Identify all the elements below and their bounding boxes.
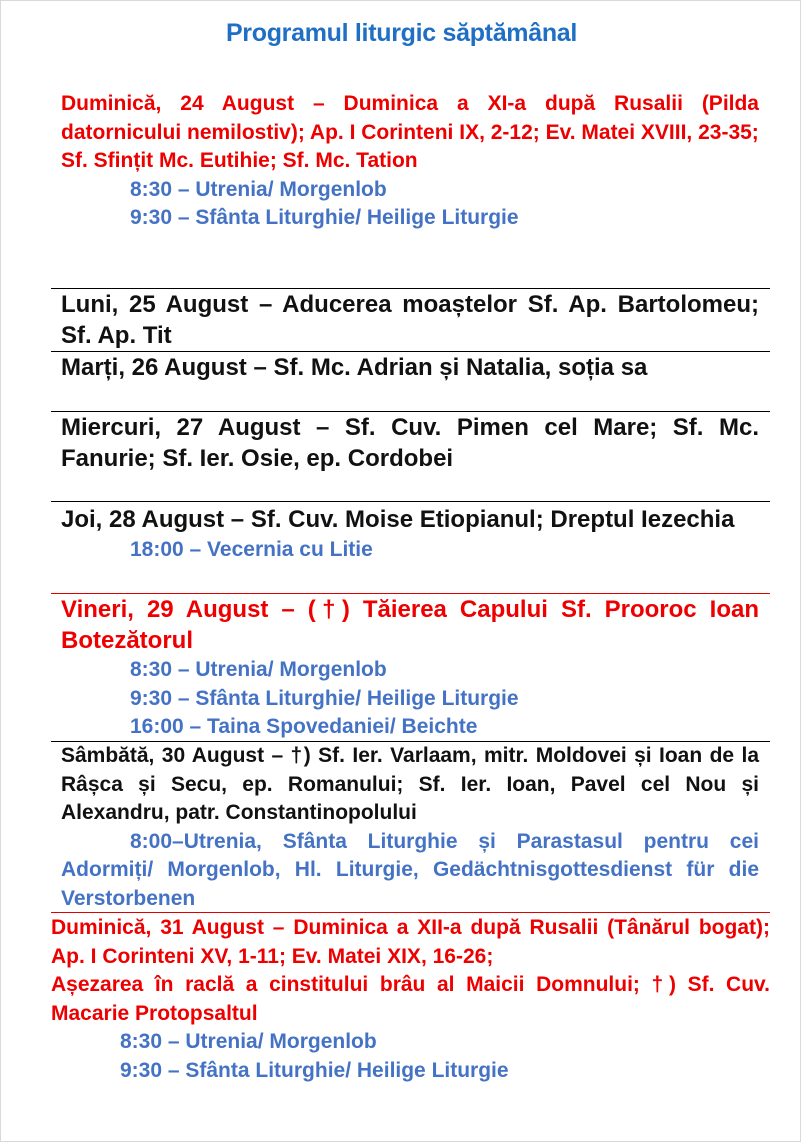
day-heading: Duminică, 24 August – Duminica a XI-a după Rusalii (Pilda datornicului nemilostiv); Ap. I Corinteni IX, 2-12; Ev. Matei XVIII, 23-35; <box>61 92 759 144</box>
day-heading: Joi, 28 August – Sf. Cuv. Moise Etiopianul; Dreptul Iezechia <box>61 506 735 533</box>
day-friday-29 <box>61 594 759 742</box>
day-thursday-28 <box>61 504 759 565</box>
day-monday-25 <box>61 289 759 351</box>
divider <box>51 912 770 913</box>
day-heading: Luni, 25 August – Aducerea moaștelor Sf. Ap. Bartolomeu; Sf. Ap. Tit <box>61 291 759 349</box>
day-sunday-31 <box>51 914 770 1085</box>
service-item: 9:30 – Sfânta Liturghie/ Heilige Liturgie <box>120 1058 509 1082</box>
service-item: 8:30 – Utrenia/ Morgenlob <box>130 177 387 201</box>
service-item: 8:30 – Utrenia/ Morgenlob <box>120 1030 377 1053</box>
service-item: 8:00–Utrenia, Sfânta Liturghie și Parastasul pentru cei Adormiți/ Morgenlob, Hl. Liturgie, Gedächtnisgottesdienst für die Verstorbenen <box>61 829 759 910</box>
day-heading: Duminică, 31 August – Duminica a XII-a după Rusalii (Tânărul bogat); Ap. I Corinteni XV, 1-11; Ev. Matei XIX, 16-26; <box>51 916 770 968</box>
service-item: 16:00 – Taina Spovedaniei/ Beichte <box>130 715 478 738</box>
day-saturday-30 <box>61 742 759 913</box>
day-saints: Așezarea în raclă a cinstitului brâu al Maicii Domnului; †) Sf. Cuv. Macarie Protopsaltul <box>51 973 770 1025</box>
day-tuesday-26 <box>61 352 759 383</box>
day-heading: Miercuri, 27 August – Sf. Cuv. Pimen cel Mare; Sf. Mc. Fanurie; Sf. Ier. Osie, ep. Cordobei <box>61 414 759 472</box>
day-heading: Sâmbătă, 30 August – †) Sf. Ier. Varlaam, mitr. Moldovei și Ioan de la Râșca și Secu, ep. Romanului; Sf. Ier. Ioan, Pavel cel Nou și Alexandru, patr. Constantinopolului <box>61 744 759 824</box>
day-sunday-24 <box>61 90 759 233</box>
day-heading: Marți, 26 August – Sf. Mc. Adrian și Natalia, soția sa <box>61 354 648 381</box>
day-wednesday-27 <box>61 412 759 474</box>
service-item: 9:30 – Sfânta Liturghie/ Heilige Liturgie <box>130 206 519 229</box>
page-title: Programul liturgic săptămânal <box>225 19 578 47</box>
service-item: 9:30 – Sfânta Liturghie/ Heilige Liturgie <box>130 686 519 710</box>
divider <box>51 501 770 502</box>
day-heading: Vineri, 29 August – (†) Tăierea Capului Sf. Prooroc Ioan Botezătorul <box>61 596 759 654</box>
service-item: 18:00 – Vecernia cu Litie <box>130 538 373 561</box>
service-item: 8:30 – Utrenia/ Morgenlob <box>130 658 387 681</box>
day-saints: Sf. Sfințit Mc. Eutihie; Sf. Mc. Tation <box>61 149 418 172</box>
